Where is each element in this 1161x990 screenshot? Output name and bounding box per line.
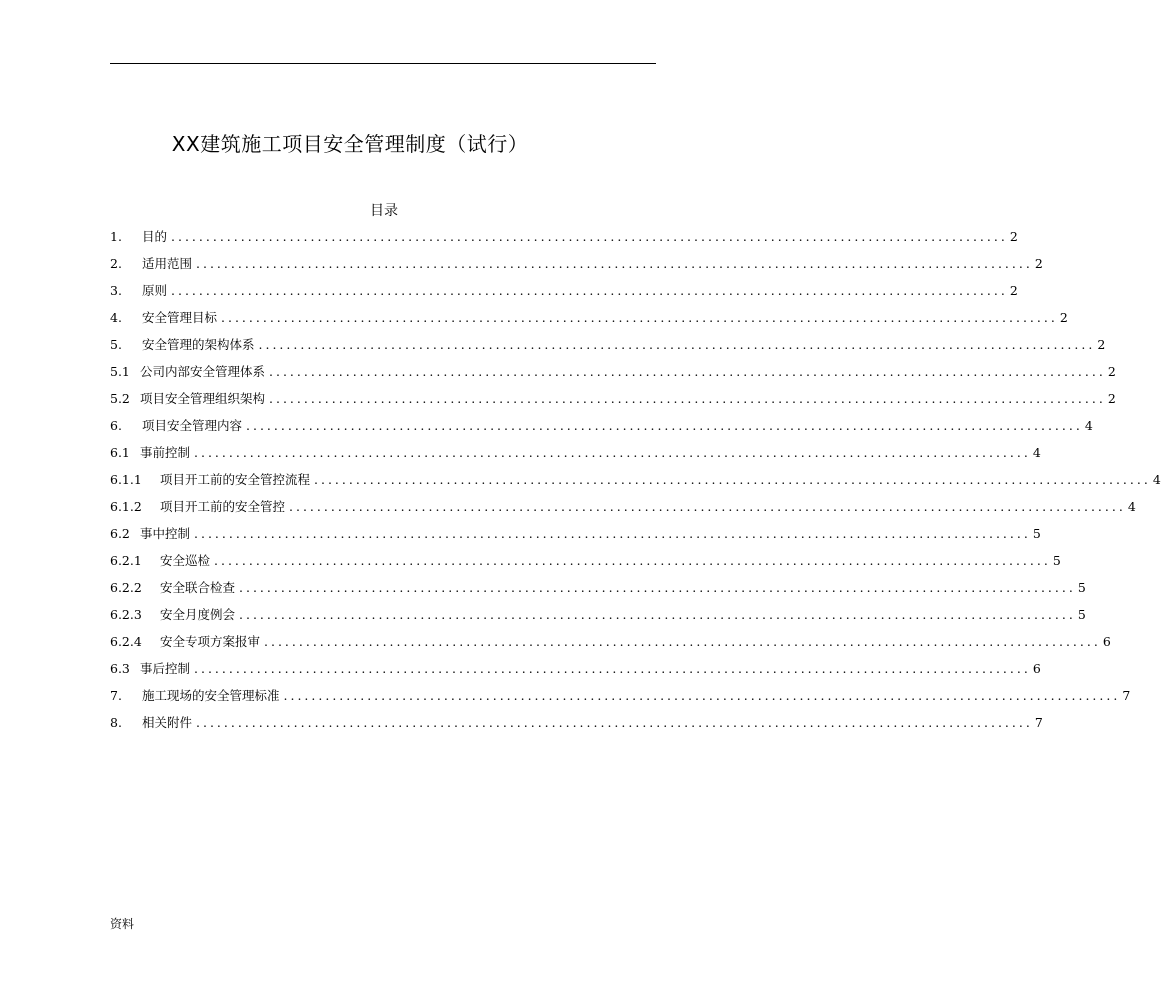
toc-entry-6-2-3[interactable] bbox=[110, 605, 1086, 632]
toc-entry-8[interactable] bbox=[110, 713, 1043, 740]
toc-entry-page: 2 bbox=[1009, 229, 1018, 244]
toc-entry-page: 5 bbox=[1032, 526, 1041, 541]
toc-entry-number: 4. bbox=[110, 310, 122, 325]
toc-entry-6-3[interactable] bbox=[110, 659, 1041, 686]
toc-dot-leader: ........................................................................................................................ bbox=[194, 661, 1031, 676]
toc-heading: 目录 bbox=[370, 203, 398, 219]
toc-dot-leader: ........................................................................................................................ bbox=[258, 337, 1096, 352]
toc-dot-leader: ........................................................................................................................ bbox=[269, 364, 1106, 379]
toc-entry-label: 适用范围 bbox=[142, 256, 193, 271]
toc-entry-label: 项目安全管理组织架构 bbox=[140, 391, 266, 406]
toc-entry-number: 2. bbox=[110, 256, 122, 271]
toc-entry-label: 原则 bbox=[142, 283, 168, 298]
toc-entry-label: 相关附件 bbox=[142, 715, 193, 730]
toc-entry-label: 事后控制 bbox=[140, 661, 191, 676]
toc-entry-number: 8. bbox=[110, 715, 122, 730]
toc-entry-2[interactable] bbox=[110, 254, 1043, 281]
toc-entry-number: 6.2 bbox=[110, 526, 130, 541]
toc-entry-page: 2 bbox=[1107, 364, 1116, 379]
toc-entry-6-1[interactable] bbox=[110, 443, 1041, 470]
toc-entry-number: 5.1 bbox=[110, 364, 130, 379]
toc-entry-label: 安全管理目标 bbox=[142, 310, 218, 325]
toc-entry-number: 7. bbox=[110, 688, 122, 703]
toc-entry-page: 5 bbox=[1077, 580, 1086, 595]
toc-entry-label: 事中控制 bbox=[140, 526, 191, 541]
toc-entry-page: 4 bbox=[1152, 472, 1161, 487]
toc-entry-6-1-1[interactable] bbox=[110, 470, 1161, 497]
toc-entry-6-2-2[interactable] bbox=[110, 578, 1086, 605]
toc-entry-page: 6 bbox=[1102, 634, 1111, 649]
toc-entry-3[interactable] bbox=[110, 281, 1018, 308]
toc-dot-leader: ........................................................................................................................ bbox=[246, 418, 1083, 433]
toc-entry-6[interactable] bbox=[110, 416, 1093, 443]
toc-entry-label: 安全联合检查 bbox=[160, 580, 236, 595]
toc-entry-page: 2 bbox=[1034, 256, 1043, 271]
toc-entry-page: 4 bbox=[1084, 418, 1093, 433]
toc-entry-6-2[interactable] bbox=[110, 524, 1041, 551]
toc-entry-number: 6.1.2 bbox=[110, 499, 142, 514]
toc-entry-number: 6.1.1 bbox=[110, 472, 142, 487]
toc-entry-page: 6 bbox=[1032, 661, 1041, 676]
toc-entry-label: 安全月度例会 bbox=[160, 607, 236, 622]
toc-dot-leader: ........................................................................................................................ bbox=[194, 526, 1031, 541]
toc-entry-5-2[interactable] bbox=[110, 389, 1116, 416]
toc-entry-page: 5 bbox=[1077, 607, 1086, 622]
header-rule bbox=[110, 63, 656, 64]
toc-entry-label: 公司内部安全管理体系 bbox=[140, 364, 266, 379]
toc-entry-number: 6.2.2 bbox=[110, 580, 142, 595]
toc-dot-leader: ........................................................................................................................ bbox=[214, 553, 1051, 568]
toc-entry-page: 2 bbox=[1107, 391, 1116, 406]
toc-entry-page: 7 bbox=[1034, 715, 1043, 730]
toc-entry-5[interactable] bbox=[110, 335, 1106, 362]
toc-dot-leader: ........................................................................................................................ bbox=[221, 310, 1058, 325]
toc-entry-number: 6.2.4 bbox=[110, 634, 142, 649]
toc-entry-1[interactable] bbox=[110, 227, 1018, 254]
table-of-contents bbox=[110, 227, 1161, 740]
toc-entry-number: 6.3 bbox=[110, 661, 130, 676]
toc-dot-leader: ........................................................................................................................ bbox=[171, 229, 1008, 244]
toc-entry-label: 安全巡检 bbox=[160, 553, 211, 568]
toc-entry-number: 5. bbox=[110, 337, 122, 352]
toc-entry-number: 3. bbox=[110, 283, 122, 298]
toc-entry-page: 7 bbox=[1122, 688, 1131, 703]
toc-dot-leader: ........................................................................................................................ bbox=[283, 688, 1121, 703]
toc-dot-leader: ........................................................................................................................ bbox=[289, 499, 1126, 514]
toc-entry-label: 项目开工前的安全管控 bbox=[160, 499, 286, 514]
toc-entry-number: 5.2 bbox=[110, 391, 130, 406]
toc-entry-number: 6.2.3 bbox=[110, 607, 142, 622]
toc-entry-label: 项目开工前的安全管控流程 bbox=[160, 472, 311, 487]
toc-dot-leader: ........................................................................................................................ bbox=[196, 715, 1033, 730]
toc-entry-page: 2 bbox=[1059, 310, 1068, 325]
toc-entry-page: 5 bbox=[1052, 553, 1061, 568]
toc-entry-number: 1. bbox=[110, 229, 122, 244]
toc-entry-page: 4 bbox=[1127, 499, 1136, 514]
toc-entry-number: 6.2.1 bbox=[110, 553, 142, 568]
toc-entry-6-1-2[interactable] bbox=[110, 497, 1136, 524]
toc-dot-leader: ........................................................................................................................ bbox=[194, 445, 1031, 460]
toc-dot-leader: ........................................................................................................................ bbox=[314, 472, 1151, 487]
toc-entry-label: 安全专项方案报审 bbox=[160, 634, 261, 649]
toc-entry-page: 2 bbox=[1097, 337, 1106, 352]
toc-entry-label: 安全管理的架构体系 bbox=[142, 337, 255, 352]
toc-entry-4[interactable] bbox=[110, 308, 1068, 335]
toc-entry-7[interactable] bbox=[110, 686, 1131, 713]
toc-entry-5-1[interactable] bbox=[110, 362, 1116, 389]
toc-entry-label: 事前控制 bbox=[140, 445, 191, 460]
page-footer: 资料 bbox=[110, 917, 135, 931]
toc-dot-leader: ........................................................................................................................ bbox=[239, 580, 1076, 595]
toc-entry-label: 施工现场的安全管理标准 bbox=[142, 688, 280, 703]
toc-entry-number: 6. bbox=[110, 418, 122, 433]
toc-dot-leader: ........................................................................................................................ bbox=[171, 283, 1008, 298]
toc-entry-label: 目的 bbox=[142, 229, 168, 244]
toc-entry-6-2-4[interactable] bbox=[110, 632, 1111, 659]
toc-entry-page: 2 bbox=[1009, 283, 1018, 298]
toc-dot-leader: ........................................................................................................................ bbox=[196, 256, 1033, 271]
toc-entry-6-2-1[interactable] bbox=[110, 551, 1061, 578]
toc-entry-label: 项目安全管理内容 bbox=[142, 418, 243, 433]
toc-entry-page: 4 bbox=[1032, 445, 1041, 460]
toc-dot-leader: ........................................................................................................................ bbox=[264, 634, 1101, 649]
toc-entry-number: 6.1 bbox=[110, 445, 130, 460]
document-title: XX建筑施工项目安全管理制度（试行） bbox=[171, 132, 529, 156]
toc-dot-leader: ........................................................................................................................ bbox=[239, 607, 1076, 622]
toc-dot-leader: ........................................................................................................................ bbox=[269, 391, 1106, 406]
